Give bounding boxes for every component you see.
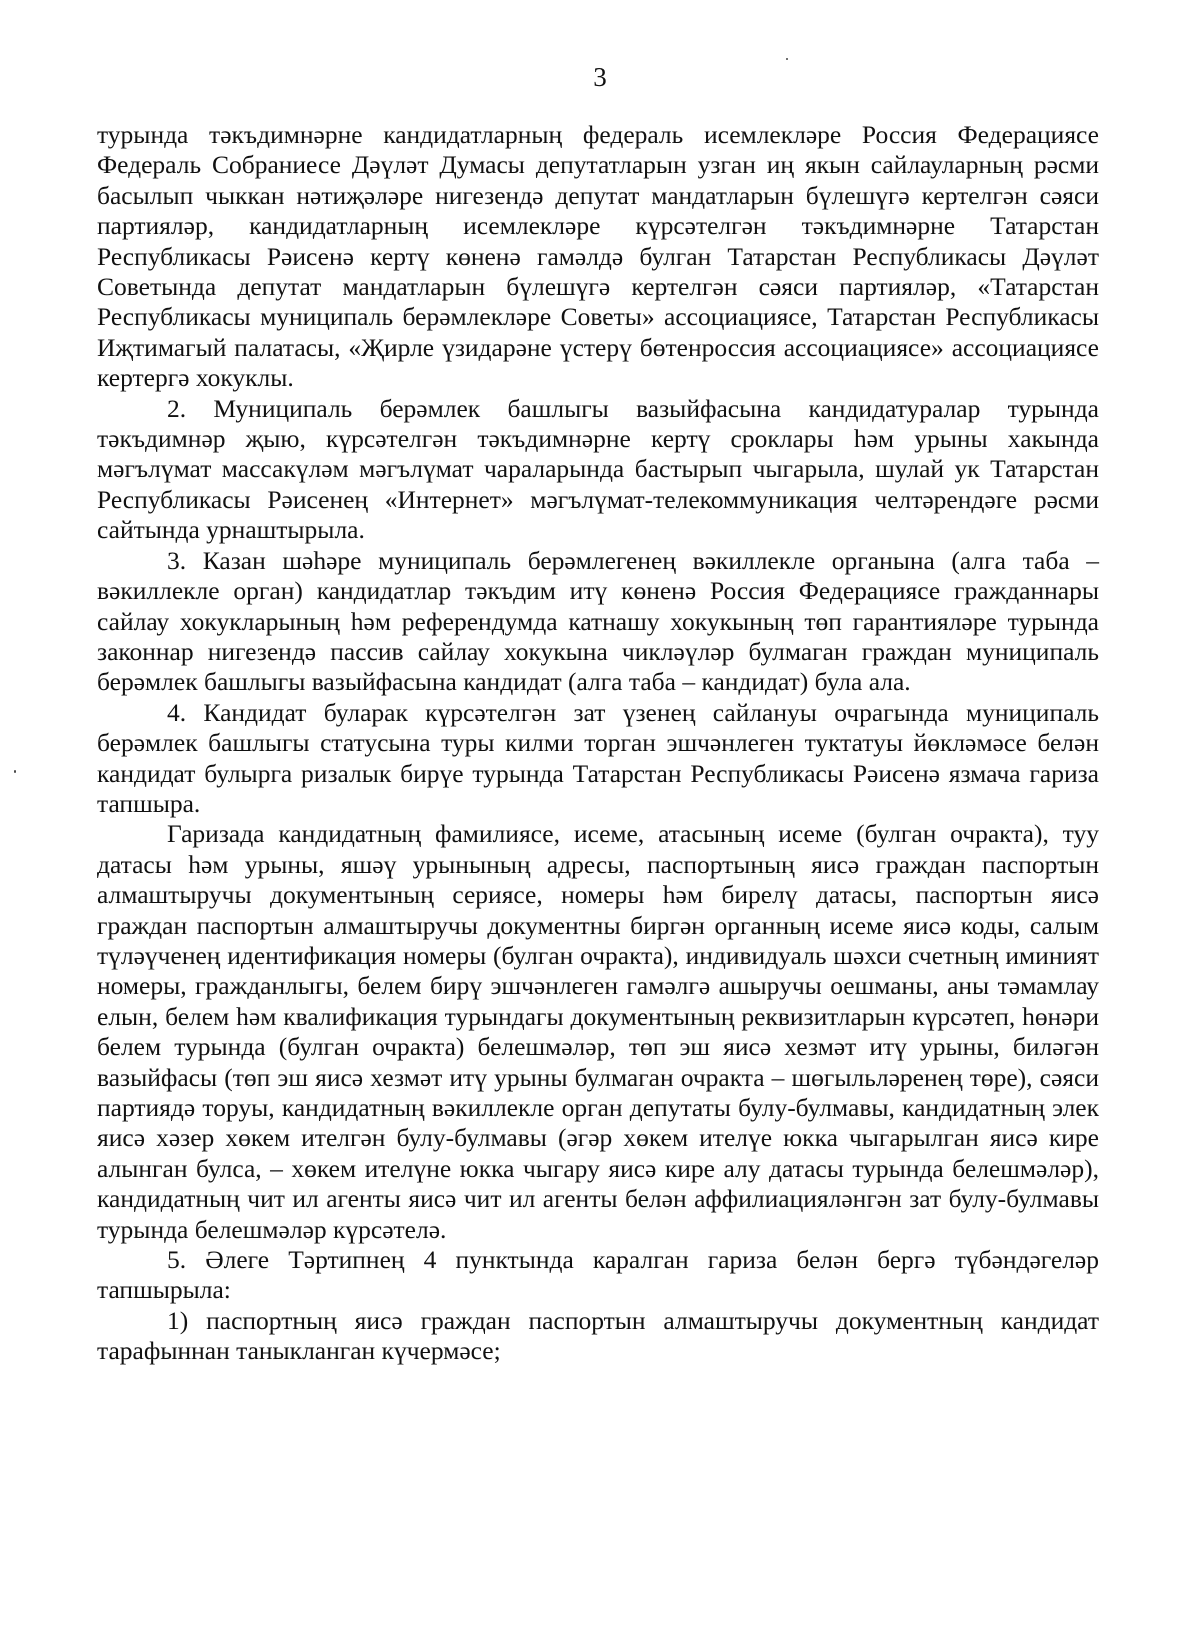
paragraph-continuation: турында тәкъдимнәрне кандидатларның федераль исемлекләре Россия Федерациясе Федераль Собраниесе Дәүләт Думасы депутатларын узган иң якын сайлауларның рәсми басылып чыккан нәтиҗәләре нигезендә депутат мандатларын бүлешүгә кертелгән сәяси партияләр, кандидатларның исемлекләре күрсәтелгән тәкъдимнәрне Татарстан Республикасы Рәисенә кертү көненә гамәлдә булган Татарстан Республикасы Дәүләт Советында депутат мандатларын бүлешүгә кертелгән сәяси партияләр, «Татарстан Республикасы муниципаль берәмлекләре Советы» ассоциациясе, Татарстан Республикасы Иҗтимагый палатасы, «Җирле үзидарәне үстерү бөтенроссия ассоциациясе» ассоциациясе кертергә хокуклы. bbox=[97, 120, 1099, 393]
paragraph-item-4: 4. Кандидат буларак күрсәтелгән зат үзенең сайлануы очрагында муниципаль берәмлек башлыгы статусына туры килми торган эшчәнлеген туктатуы йөкләмәсе белән кандидат булырга ризалык бирүе турында Татарстан Республикасы Рәисенә язмача гариза тапшыра. bbox=[97, 697, 1099, 818]
paragraph-item-3: 3. Казан шәһәре муниципаль берәмлегенең вәкиллекле органына (алга таба – вәкиллекле орган) кандидатлар тәкъдим итү көненә Россия Федерациясе гражданнары сайлау хокукларының һәм референдумда катнашу хокукының төп гарантияләре турында законнар нигезендә пассив сайлау хокукына чикләүләр булмаган граждан муниципаль берәмлек башлыгы вазыйфасына кандидат (алга таба – кандидат) була ала. bbox=[97, 545, 1099, 697]
paragraph-item-2: 2. Муниципаль берәмлек башлыгы вазыйфасына кандидатуралар турында тәкъдимнәр җыю, күрсәтелгән тәкъдимнәрне кертү сроклары һәм урыны хакында мәгълүмат массакүләм мәгълүмат чараларында бастырып чыгарыла, шулай ук Татарстан Республикасы Рәисенең «Интернет» мәгълүмат-телекоммуникация челтәрендәге рәсми сайтында урнаштырыла. bbox=[97, 393, 1099, 545]
scan-speck bbox=[14, 770, 16, 773]
document-body bbox=[97, 120, 1099, 1367]
scan-speck bbox=[786, 58, 788, 60]
paragraph-application-details: Гаризада кандидатның фамилиясе, исеме, атасының исеме (булган очракта), туу датасы һәм урыны, яшәү урынының адресы, паспортының яисә граждан паспортын алмаштыручы документының сериясе, номеры һәм бирелү датасы, паспортын яисә граждан паспортын алмаштыручы документны биргән органның исеме яисә коды, салым түләүченең идентификация номеры (булган очракта), индивидуаль шәхси счетның иминият номеры, гражданлыгы, белем бирү эшчәнлеген гамәлгә ашыручы оешманы, аны тәмамлау елын, белем һәм квалификация турындагы документының реквизитларын күрсәтеп, һөнәри белем турында (булган очракта) белешмәләр, төп эш яисә хезмәт итү урыны, биләгән вазыйфасы (төп эш яисә хезмәт итү урыны булмаган очракта – шөгыльләренең төре), сәяси партиядә торуы, кандидатның вәкиллекле орган депутаты булу-булмавы, кандидатның элек яисә хәзер хөкем ителгән булу-булмавы (әгәр хөкем ителүе юкка чыгарылган яисә кире алынган булса, – хөкем ителүне юкка чыгару яисә кире алу датасы турында белешмәләр), кандидатның чит ил агенты яисә чит ил агенты белән аффилиацияләнгән зат булу-булмавы турында белешмәләр күрсәтелә. bbox=[97, 819, 1099, 1244]
paragraph-item-5: 5. Әлеге Тәртипнең 4 пунктында каралган гариза белән бергә түбәндәгеләр тапшырыла: bbox=[97, 1245, 1099, 1305]
page-number: 3 bbox=[593, 62, 607, 92]
paragraph-item-5-1: 1) паспортның яисә граждан паспортын алмаштыручы документның кандидат тарафыннан таныкланган күчермәсе; bbox=[97, 1305, 1099, 1366]
